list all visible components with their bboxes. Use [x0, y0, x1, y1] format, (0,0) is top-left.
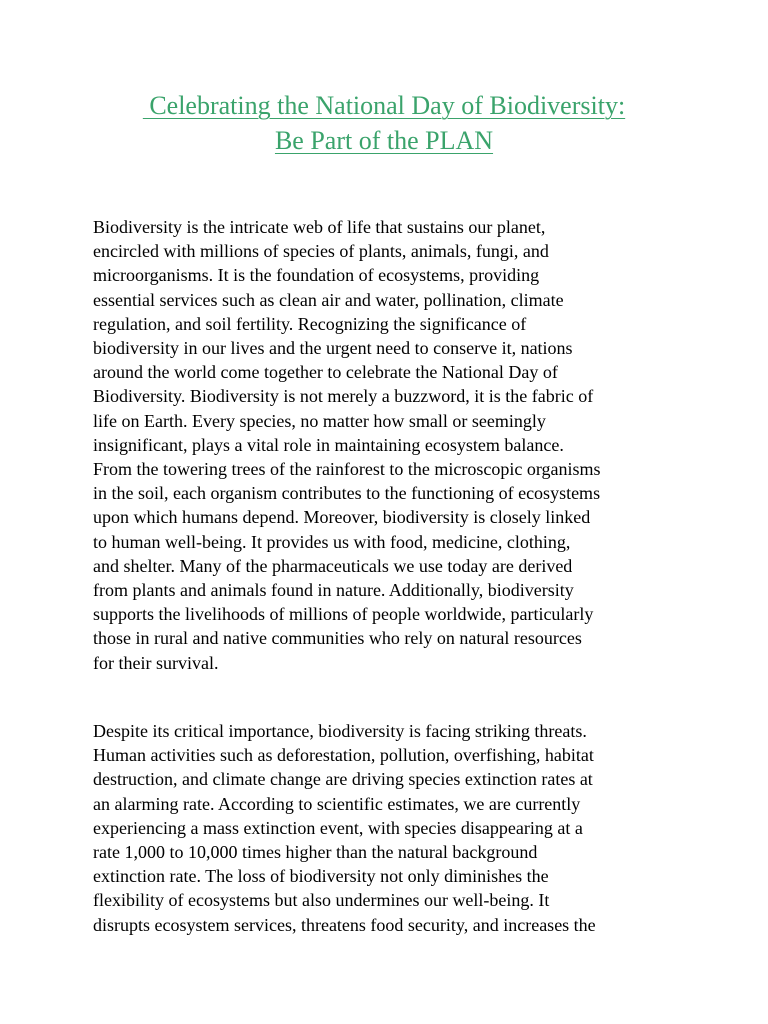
- text-line: destruction, and climate change are driving species extinction rates at: [93, 769, 593, 790]
- text-line: Despite its critical importance, biodiversity is facing striking threats.: [93, 721, 587, 741]
- text-line: Biodiversity is the intricate web of life that sustains our planet,: [93, 217, 546, 237]
- text-line: rate 1,000 to 10,000 times higher than the natural background: [93, 842, 538, 863]
- text-line: life on Earth. Every species, no matter how small or seemingly: [93, 410, 546, 431]
- text-line: upon which humans depend. Moreover, biodiversity is closely linked: [93, 507, 591, 528]
- text-line: experiencing a mass extinction event, with species disappearing at a: [93, 817, 583, 838]
- text-line: for their survival.: [93, 652, 219, 673]
- text-line: flexibility of ecosystems but also undermines our well-being. It: [93, 890, 550, 911]
- document-title: [40, 88, 728, 158]
- text-line: and shelter. Many of the pharmaceuticals we use today are derived: [93, 555, 573, 576]
- text-line: in the soil, each organism contributes to the functioning of ecosystems: [93, 483, 601, 504]
- text-line: extinction rate. The loss of biodiversity not only diminishes the: [93, 866, 549, 887]
- text-line: supports the livelihoods of millions of people worldwide, particularly: [93, 604, 594, 625]
- text-line: from plants and animals found in nature. Additionally, biodiversity: [93, 580, 574, 601]
- text-line: disrupts ecosystem services, threatens food security, and increases the: [93, 914, 596, 935]
- text-line: Human activities such as deforestation, pollution, overfishing, habitat: [93, 745, 594, 766]
- title-line: Celebrating the National Day of Biodiversity:: [142, 91, 626, 120]
- text-line: an alarming rate. According to scientific estimates, we are currently: [93, 793, 581, 814]
- text-line: From the towering trees of the rainforest to the microscopic organisms: [93, 459, 601, 480]
- text-line: encircled with millions of species of plants, animals, fungi, and: [93, 241, 549, 262]
- body-paragraph-1: [93, 215, 683, 675]
- text-line: regulation, and soil fertility. Recognizing the significance of: [93, 313, 527, 334]
- text-line: essential services such as clean air and water, pollination, climate: [93, 289, 564, 310]
- text-line: those in rural and native communities who rely on natural resources: [93, 628, 582, 649]
- body-paragraph-2: [93, 719, 683, 937]
- text-line: insignificant, plays a vital role in maintaining ecosystem balance.: [93, 434, 564, 455]
- title-line: Be Part of the PLAN: [274, 126, 494, 155]
- text-line: biodiversity in our lives and the urgent need to conserve it, nations: [93, 338, 573, 359]
- text-line: Biodiversity. Biodiversity is not merely a buzzword, it is the fabric of: [93, 386, 594, 407]
- text-line: to human well-being. It provides us with food, medicine, clothing,: [93, 531, 571, 552]
- text-line: around the world come together to celebrate the National Day of: [93, 362, 558, 383]
- text-line: microorganisms. It is the foundation of ecosystems, providing: [93, 265, 540, 286]
